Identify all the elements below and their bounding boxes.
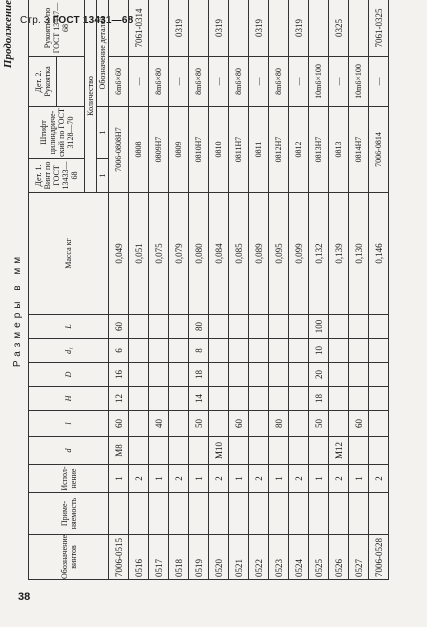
rotated-table-block [2,0,410,580]
col-quantity: Количество [85,0,97,193]
cell-des: 7006-0515 [109,535,129,580]
cell-mass: 0,099 [289,193,309,315]
cell-des: 7006-0528 [369,535,389,580]
cell-screw: 0810 [209,107,229,193]
cell-mass: 0,085 [229,193,249,315]
cell-des: 0516 [129,535,149,580]
cell-handle [149,0,169,57]
cell-d [369,437,389,465]
cell-d1: 6 [109,339,129,363]
cell-handle: 0319 [289,0,309,57]
spec-table [28,0,389,580]
cell-pin: — [249,57,269,107]
cell-mass: 0,075 [149,193,169,315]
cell-handle [309,0,329,57]
table-row [249,0,269,580]
cell-pin: — [289,57,309,107]
cell-H [289,387,309,411]
cell-l [129,411,149,437]
cell-des: 0527 [349,535,369,580]
cell-H [269,387,289,411]
cell-D [169,363,189,387]
cell-mass: 0,095 [269,193,289,315]
cell-exe: 2 [249,465,269,493]
col-d1: d₁ [29,339,109,363]
cell-l [369,411,389,437]
cell-d1 [269,339,289,363]
cell-pin: 8m6×80 [269,57,289,107]
cell-pin: 8m6×80 [229,57,249,107]
table-row [289,0,309,580]
cell-d1: 8 [189,339,209,363]
cell-pin: — [169,57,189,107]
cell-pin: — [129,57,149,107]
cell-des: 0521 [229,535,249,580]
cell-screw: 0811H7 [229,107,249,193]
table-row [169,0,189,580]
cell-d [229,437,249,465]
cell-handle [269,0,289,57]
cell-des: 0524 [289,535,309,580]
col-qty-1: 1 [97,159,109,193]
table-row [229,0,249,580]
cell-handle: 0325 [329,0,349,57]
cell-l: 60 [109,411,129,437]
cell-L [129,315,149,339]
cell-exe: 1 [109,465,129,493]
cell-screw: 7006-0814 [369,107,389,193]
cell-screw: 0814H7 [349,107,369,193]
cell-app [269,493,289,535]
cell-handle: 7061-0314 [129,0,149,57]
cell-H [169,387,189,411]
cell-screw: 0809H7 [149,107,169,193]
cell-mass: 0,146 [369,193,389,315]
cell-d1 [229,339,249,363]
cell-exe: 2 [169,465,189,493]
cell-d [269,437,289,465]
col-L: L [29,315,109,339]
col-part-designation: Обозначение деталей [97,0,109,107]
cell-exe: 1 [349,465,369,493]
cell-pin: 8m6×80 [149,57,169,107]
cell-L [349,315,369,339]
cell-D [229,363,249,387]
cell-exe: 1 [229,465,249,493]
cell-d1 [249,339,269,363]
col-handle: Рукоятка по ГОСТ 13447—68 [29,0,85,57]
cell-handle [109,0,129,57]
cell-L [169,315,189,339]
cell-d1 [129,339,149,363]
cell-L [229,315,249,339]
cell-H: 18 [309,387,329,411]
cell-des: 0526 [329,535,349,580]
cell-d [169,437,189,465]
cell-pin: 6m6×60 [109,57,129,107]
cell-mass: 0,049 [109,193,129,315]
cell-screw: 0808 [129,107,149,193]
col-qty-2: 1 [97,107,109,159]
cell-pin: — [369,57,389,107]
cell-screw: 0810H7 [189,107,209,193]
cell-L: 100 [309,315,329,339]
cell-l: 60 [229,411,249,437]
cell-mass: 0,139 [329,193,349,315]
cell-des: 0523 [269,535,289,580]
cell-L [209,315,229,339]
cell-d1 [169,339,189,363]
table-row [189,0,209,580]
cell-l [209,411,229,437]
table-row [109,0,129,580]
cell-l [289,411,309,437]
cell-des: 0525 [309,535,329,580]
dimensions-title: Размеры в мм [12,252,23,368]
cell-screw: 0813H7 [309,107,329,193]
cell-d [189,437,209,465]
cell-des: 0522 [249,535,269,580]
cell-L: 60 [109,315,129,339]
cell-D [329,363,349,387]
cell-l: 40 [149,411,169,437]
cell-mass: 0,079 [169,193,189,315]
cell-d [289,437,309,465]
cell-exe: 1 [149,465,169,493]
col-d: d [29,437,109,465]
cell-pin: — [329,57,349,107]
cell-exe: 1 [309,465,329,493]
col-pin: Штифт цилиндриче- ский по ГОСТ 3128—70 [29,107,85,159]
continuation-label: Продолжение [2,0,14,69]
cell-handle: 0319 [249,0,269,57]
cell-d [129,437,149,465]
table-row [369,0,389,580]
cell-handle [349,0,369,57]
cell-L [149,315,169,339]
cell-handle: 0319 [209,0,229,57]
cell-exe: 2 [289,465,309,493]
cell-d: M12 [329,437,349,465]
table-row [349,0,369,580]
cell-app [149,493,169,535]
col-H: H [29,387,109,411]
cell-pin: 10m6×100 [349,57,369,107]
cell-pin: 10m6×100 [309,57,329,107]
cell-H [129,387,149,411]
col-applicability: Приме- няемость [29,493,109,535]
cell-l: 50 [189,411,209,437]
cell-app [129,493,149,535]
cell-L [249,315,269,339]
cell-H [149,387,169,411]
cell-pin: — [209,57,229,107]
cell-D [369,363,389,387]
cell-l: 60 [349,411,369,437]
cell-D [129,363,149,387]
cell-H [349,387,369,411]
cell-exe: 1 [269,465,289,493]
cell-mass: 0,132 [309,193,329,315]
cell-app [349,493,369,535]
cell-D [289,363,309,387]
cell-H: 12 [109,387,129,411]
cell-des: 0518 [169,535,189,580]
cell-d1 [369,339,389,363]
cell-exe: 1 [189,465,209,493]
cell-mass: 0,089 [249,193,269,315]
cell-screw: 0809 [169,107,189,193]
cell-l [169,411,189,437]
table-row [309,0,329,580]
cell-d [309,437,329,465]
cell-app [189,493,209,535]
cell-exe: 2 [209,465,229,493]
cell-mass: 0,080 [189,193,209,315]
cell-des: 0519 [189,535,209,580]
cell-app [109,493,129,535]
cell-H: 14 [189,387,209,411]
table-row [149,0,169,580]
cell-D [349,363,369,387]
cell-d1 [209,339,229,363]
cell-d1 [149,339,169,363]
table-row [209,0,229,580]
cell-D: 18 [189,363,209,387]
col-screw: Дет. 1. Винт по ГОСТ 13433—68 [29,159,85,193]
cell-des: 0517 [149,535,169,580]
cell-d [349,437,369,465]
cell-D: 20 [309,363,329,387]
cell-exe: 2 [329,465,349,493]
cell-D [269,363,289,387]
cell-screw: 7006-0808H7 [109,107,129,193]
cell-L [289,315,309,339]
cell-mass: 0,084 [209,193,229,315]
cell-handle: 0319 [169,0,189,57]
cell-screw: 0813 [329,107,349,193]
col-mass: Масса кг [29,193,109,315]
cell-L [369,315,389,339]
cell-d [249,437,269,465]
cell-app [209,493,229,535]
table-row [329,0,349,580]
cell-L [329,315,349,339]
cell-exe: 2 [129,465,149,493]
cell-L [269,315,289,339]
cell-app [249,493,269,535]
cell-d1 [289,339,309,363]
cell-d1 [349,339,369,363]
cell-app [329,493,349,535]
header-spacer [57,57,85,107]
cell-H [209,387,229,411]
cell-l: 80 [269,411,289,437]
cell-handle: 7061-0325 [369,0,389,57]
cell-H [369,387,389,411]
cell-app [309,493,329,535]
col-designation: Обозначение винтов [29,535,109,580]
cell-exe: 2 [369,465,389,493]
cell-D [149,363,169,387]
cell-handle [189,0,209,57]
cell-screw: 0811 [249,107,269,193]
cell-d: M8 [109,437,129,465]
cell-app [229,493,249,535]
cell-H [229,387,249,411]
col-part-group: Дет. 2. Рукоятка [29,57,57,107]
cell-H [329,387,349,411]
cell-D: 16 [109,363,129,387]
cell-l [249,411,269,437]
cell-d1: 10 [309,339,329,363]
cell-l [329,411,349,437]
table-row [129,0,149,580]
col-l: l [29,411,109,437]
col-D: D [29,363,109,387]
cell-screw: 0812 [289,107,309,193]
col-execution: Испол- нение [29,465,109,493]
cell-D [249,363,269,387]
cell-D [209,363,229,387]
standard-number: ГОСТ 13431—68 [52,15,134,26]
page-number: 38 [18,591,31,603]
cell-L: 80 [189,315,209,339]
cell-d [149,437,169,465]
table-row [269,0,289,580]
cell-des: 0520 [209,535,229,580]
cell-app [369,493,389,535]
cell-screw: 0812H7 [269,107,289,193]
cell-mass: 0,051 [129,193,149,315]
cell-d: M10 [209,437,229,465]
page-label: Стр. 3 [20,15,50,26]
cell-d1 [329,339,349,363]
cell-handle [229,0,249,57]
cell-mass: 0,130 [349,193,369,315]
cell-H [249,387,269,411]
cell-l: 50 [309,411,329,437]
cell-pin: 8m6×80 [189,57,209,107]
cell-app [289,493,309,535]
cell-app [169,493,189,535]
